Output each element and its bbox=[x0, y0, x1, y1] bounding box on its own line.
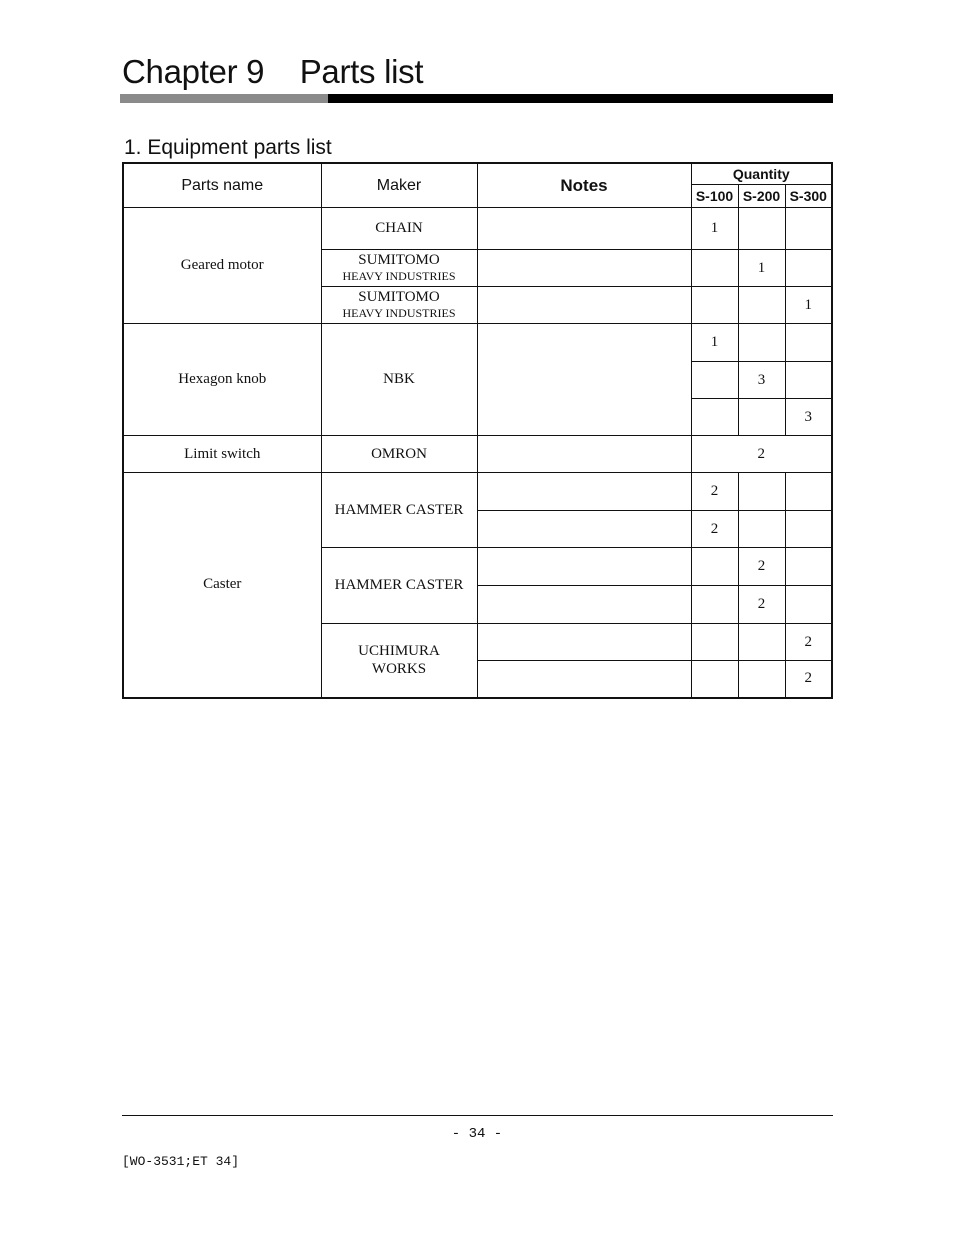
qty-cell bbox=[738, 287, 785, 324]
qty-cell bbox=[785, 473, 832, 511]
notes-cell bbox=[477, 208, 691, 250]
maker-cell: NBK bbox=[321, 324, 477, 436]
part-name-geared-motor: Geared motor bbox=[123, 208, 321, 324]
title-underline-black bbox=[328, 94, 833, 103]
qty-cell: 2 bbox=[738, 586, 785, 624]
qty-cell bbox=[738, 661, 785, 698]
table-row bbox=[123, 473, 832, 511]
qty-cell bbox=[691, 586, 738, 624]
table-row bbox=[123, 436, 832, 473]
maker-main: SUMITOMO bbox=[358, 252, 440, 268]
notes-cell bbox=[477, 586, 691, 624]
notes-cell bbox=[477, 436, 691, 473]
maker-cell: UCHIMURA WORKS bbox=[321, 624, 477, 698]
notes-cell bbox=[477, 548, 691, 586]
qty-cell bbox=[738, 511, 785, 548]
chapter-title: Chapter 9 Parts list bbox=[122, 53, 424, 90]
qty-cell bbox=[691, 287, 738, 324]
qty-cell bbox=[691, 250, 738, 287]
qty-cell: 2 bbox=[785, 661, 832, 698]
qty-cell bbox=[691, 399, 738, 436]
qty-cell bbox=[738, 399, 785, 436]
maker-cell: HAMMER CASTER bbox=[321, 548, 477, 624]
maker-cell bbox=[321, 287, 477, 324]
header-model-s100: S-100 bbox=[691, 185, 738, 208]
qty-cell bbox=[691, 362, 738, 399]
qty-cell: 1 bbox=[785, 287, 832, 324]
title-underline-gray bbox=[120, 94, 328, 103]
section-title: 1. Equipment parts list bbox=[124, 136, 332, 159]
qty-cell bbox=[738, 324, 785, 362]
header-model-s200: S-200 bbox=[738, 185, 785, 208]
qty-cell: 2 bbox=[691, 511, 738, 548]
qty-cell bbox=[785, 208, 832, 250]
qty-cell bbox=[785, 548, 832, 586]
document-code: [WO-3531;ET 34] bbox=[122, 1154, 240, 1169]
header-parts-name: Parts name bbox=[123, 163, 321, 208]
parts-table bbox=[122, 162, 833, 699]
part-name-hexagon-knob: Hexagon knob bbox=[123, 324, 321, 436]
qty-cell: 2 bbox=[738, 548, 785, 586]
qty-cell: 3 bbox=[785, 399, 832, 436]
notes-cell bbox=[477, 324, 691, 436]
maker-cell: OMRON bbox=[321, 436, 477, 473]
qty-cell: 2 bbox=[785, 624, 832, 661]
maker-sub: HEAVY INDUSTRIES bbox=[342, 306, 456, 320]
header-model-s300: S-300 bbox=[785, 185, 832, 208]
qty-cell bbox=[785, 511, 832, 548]
table-row bbox=[123, 324, 832, 362]
qty-cell-all-models: 2 bbox=[691, 436, 832, 473]
header-maker: Maker bbox=[321, 163, 477, 208]
notes-cell bbox=[477, 287, 691, 324]
qty-cell bbox=[691, 624, 738, 661]
part-name-limit-switch: Limit switch bbox=[123, 436, 321, 473]
footer-divider bbox=[122, 1115, 833, 1116]
notes-cell bbox=[477, 511, 691, 548]
page-number: - 34 - bbox=[451, 1126, 503, 1142]
qty-cell: 3 bbox=[738, 362, 785, 399]
notes-cell bbox=[477, 473, 691, 511]
header-quantity: Quantity bbox=[691, 163, 832, 185]
maker-cell: HAMMER CASTER bbox=[321, 473, 477, 548]
maker-cell: CHAIN bbox=[321, 208, 477, 250]
notes-cell bbox=[477, 661, 691, 698]
qty-cell: 1 bbox=[691, 208, 738, 250]
notes-cell bbox=[477, 250, 691, 287]
maker-main: SUMITOMO bbox=[358, 289, 440, 305]
part-name-caster: Caster bbox=[123, 473, 321, 698]
qty-cell bbox=[785, 362, 832, 399]
qty-cell bbox=[691, 661, 738, 698]
table-row bbox=[123, 208, 832, 250]
qty-cell bbox=[738, 624, 785, 661]
maker-cell bbox=[321, 250, 477, 287]
header-notes: Notes bbox=[477, 163, 691, 208]
qty-cell bbox=[785, 324, 832, 362]
qty-cell bbox=[785, 586, 832, 624]
qty-cell: 1 bbox=[738, 250, 785, 287]
qty-cell bbox=[785, 250, 832, 287]
qty-cell bbox=[691, 548, 738, 586]
qty-cell bbox=[738, 473, 785, 511]
qty-cell bbox=[738, 208, 785, 250]
maker-sub: HEAVY INDUSTRIES bbox=[342, 269, 456, 283]
qty-cell: 2 bbox=[691, 473, 738, 511]
qty-cell: 1 bbox=[691, 324, 738, 362]
notes-cell bbox=[477, 624, 691, 661]
